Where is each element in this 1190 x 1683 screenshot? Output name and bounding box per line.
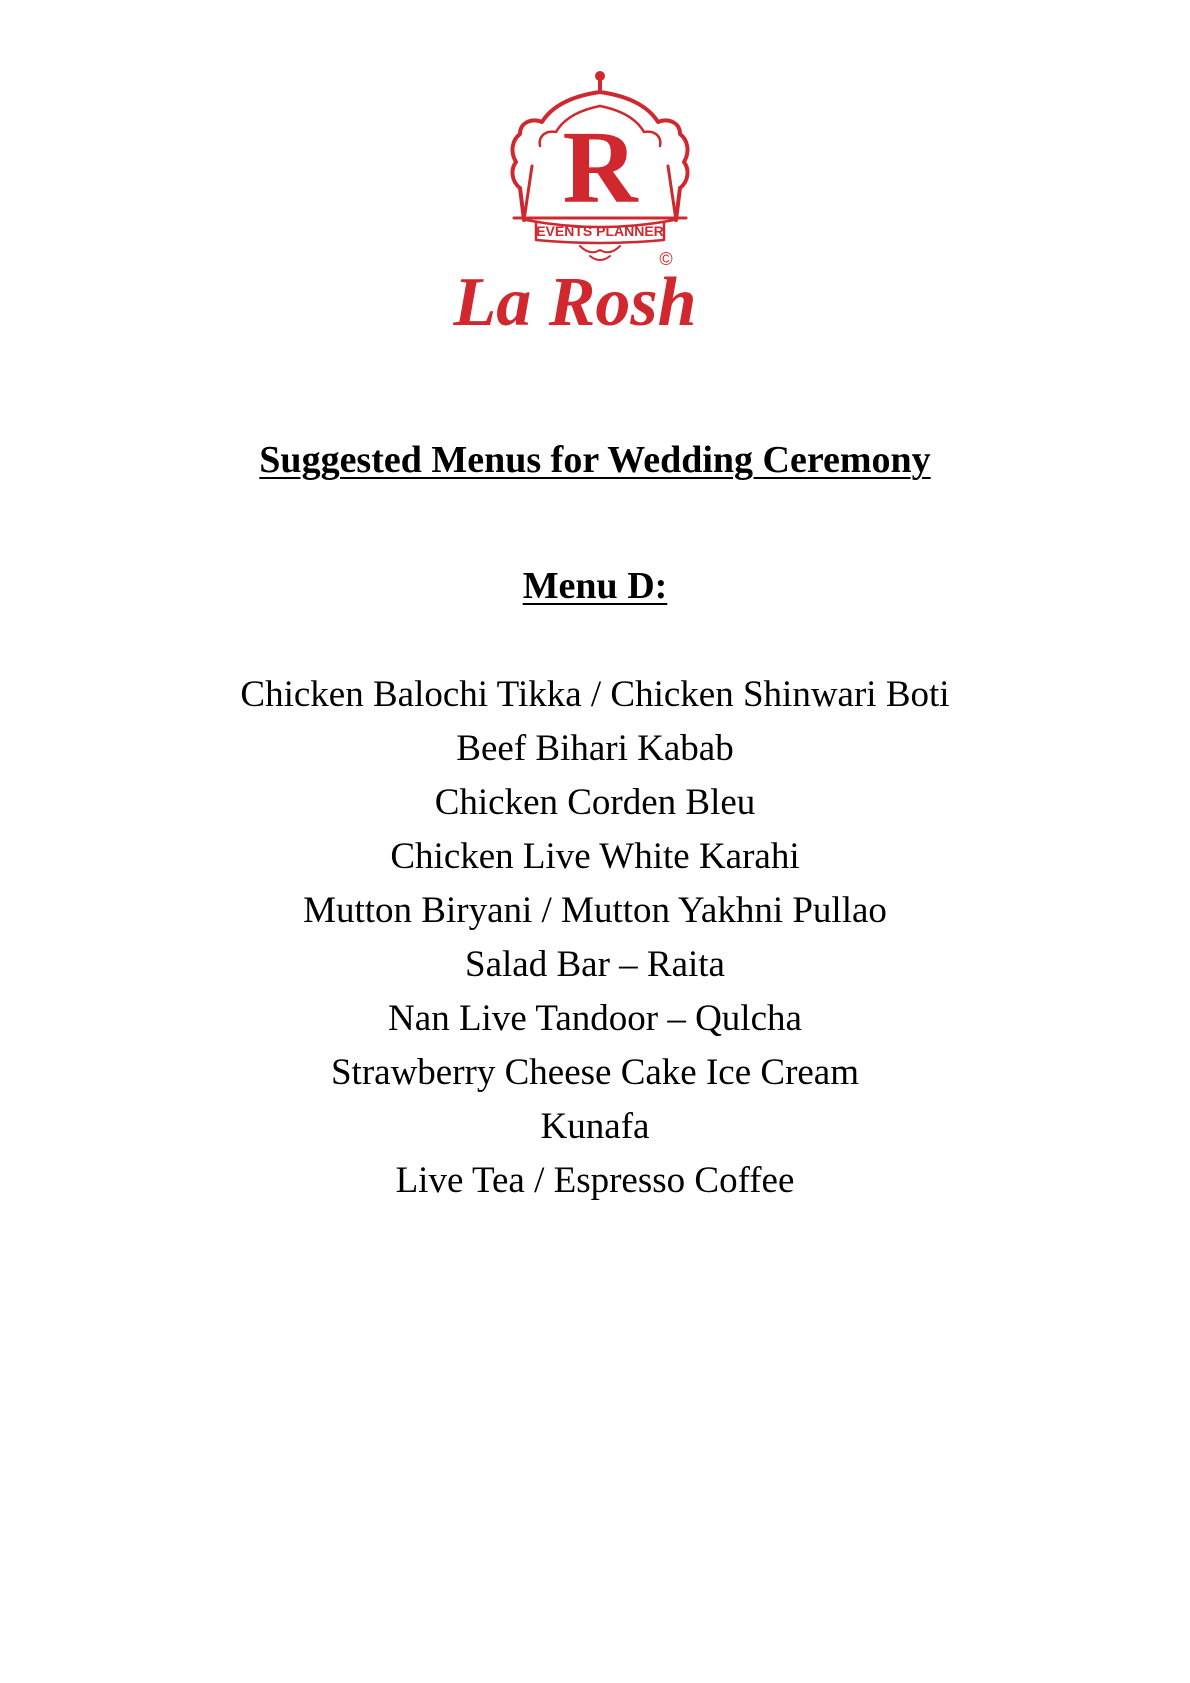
menu-item: Beef Bihari Kabab [456,728,734,769]
logo-emblem-icon [440,70,760,340]
menu-item: Nan Live Tandoor – Qulcha [388,998,802,1039]
menu-item: Kunafa [540,1106,650,1147]
menu-heading: Menu D: [522,565,668,607]
logo-monogram: R [562,110,638,225]
menu-item: Chicken Live White Karahi [390,836,800,877]
menu-item: Salad Bar – Raita [465,944,725,985]
logo-brand-name: La Rosh [453,264,697,340]
menu-item: Mutton Biryani / Mutton Yakhni Pullao [303,890,887,931]
menu-item: Strawberry Cheese Cake Ice Cream [330,1052,860,1093]
page-title: Suggested Menus for Wedding Ceremony [259,439,931,481]
menu-item: Chicken Balochi Tikka / Chicken Shinwari Boti [240,674,950,715]
menu-item: Live Tea / Espresso Coffee [395,1160,795,1201]
menu-item: Chicken Corden Bleu [434,782,756,823]
logo-emblem-text: EVENTS PLANNER [536,223,664,239]
menu-item-list [0,668,1190,1208]
logo-copyright-symbol: © [659,249,673,269]
la-rosh-logo [440,70,760,340]
